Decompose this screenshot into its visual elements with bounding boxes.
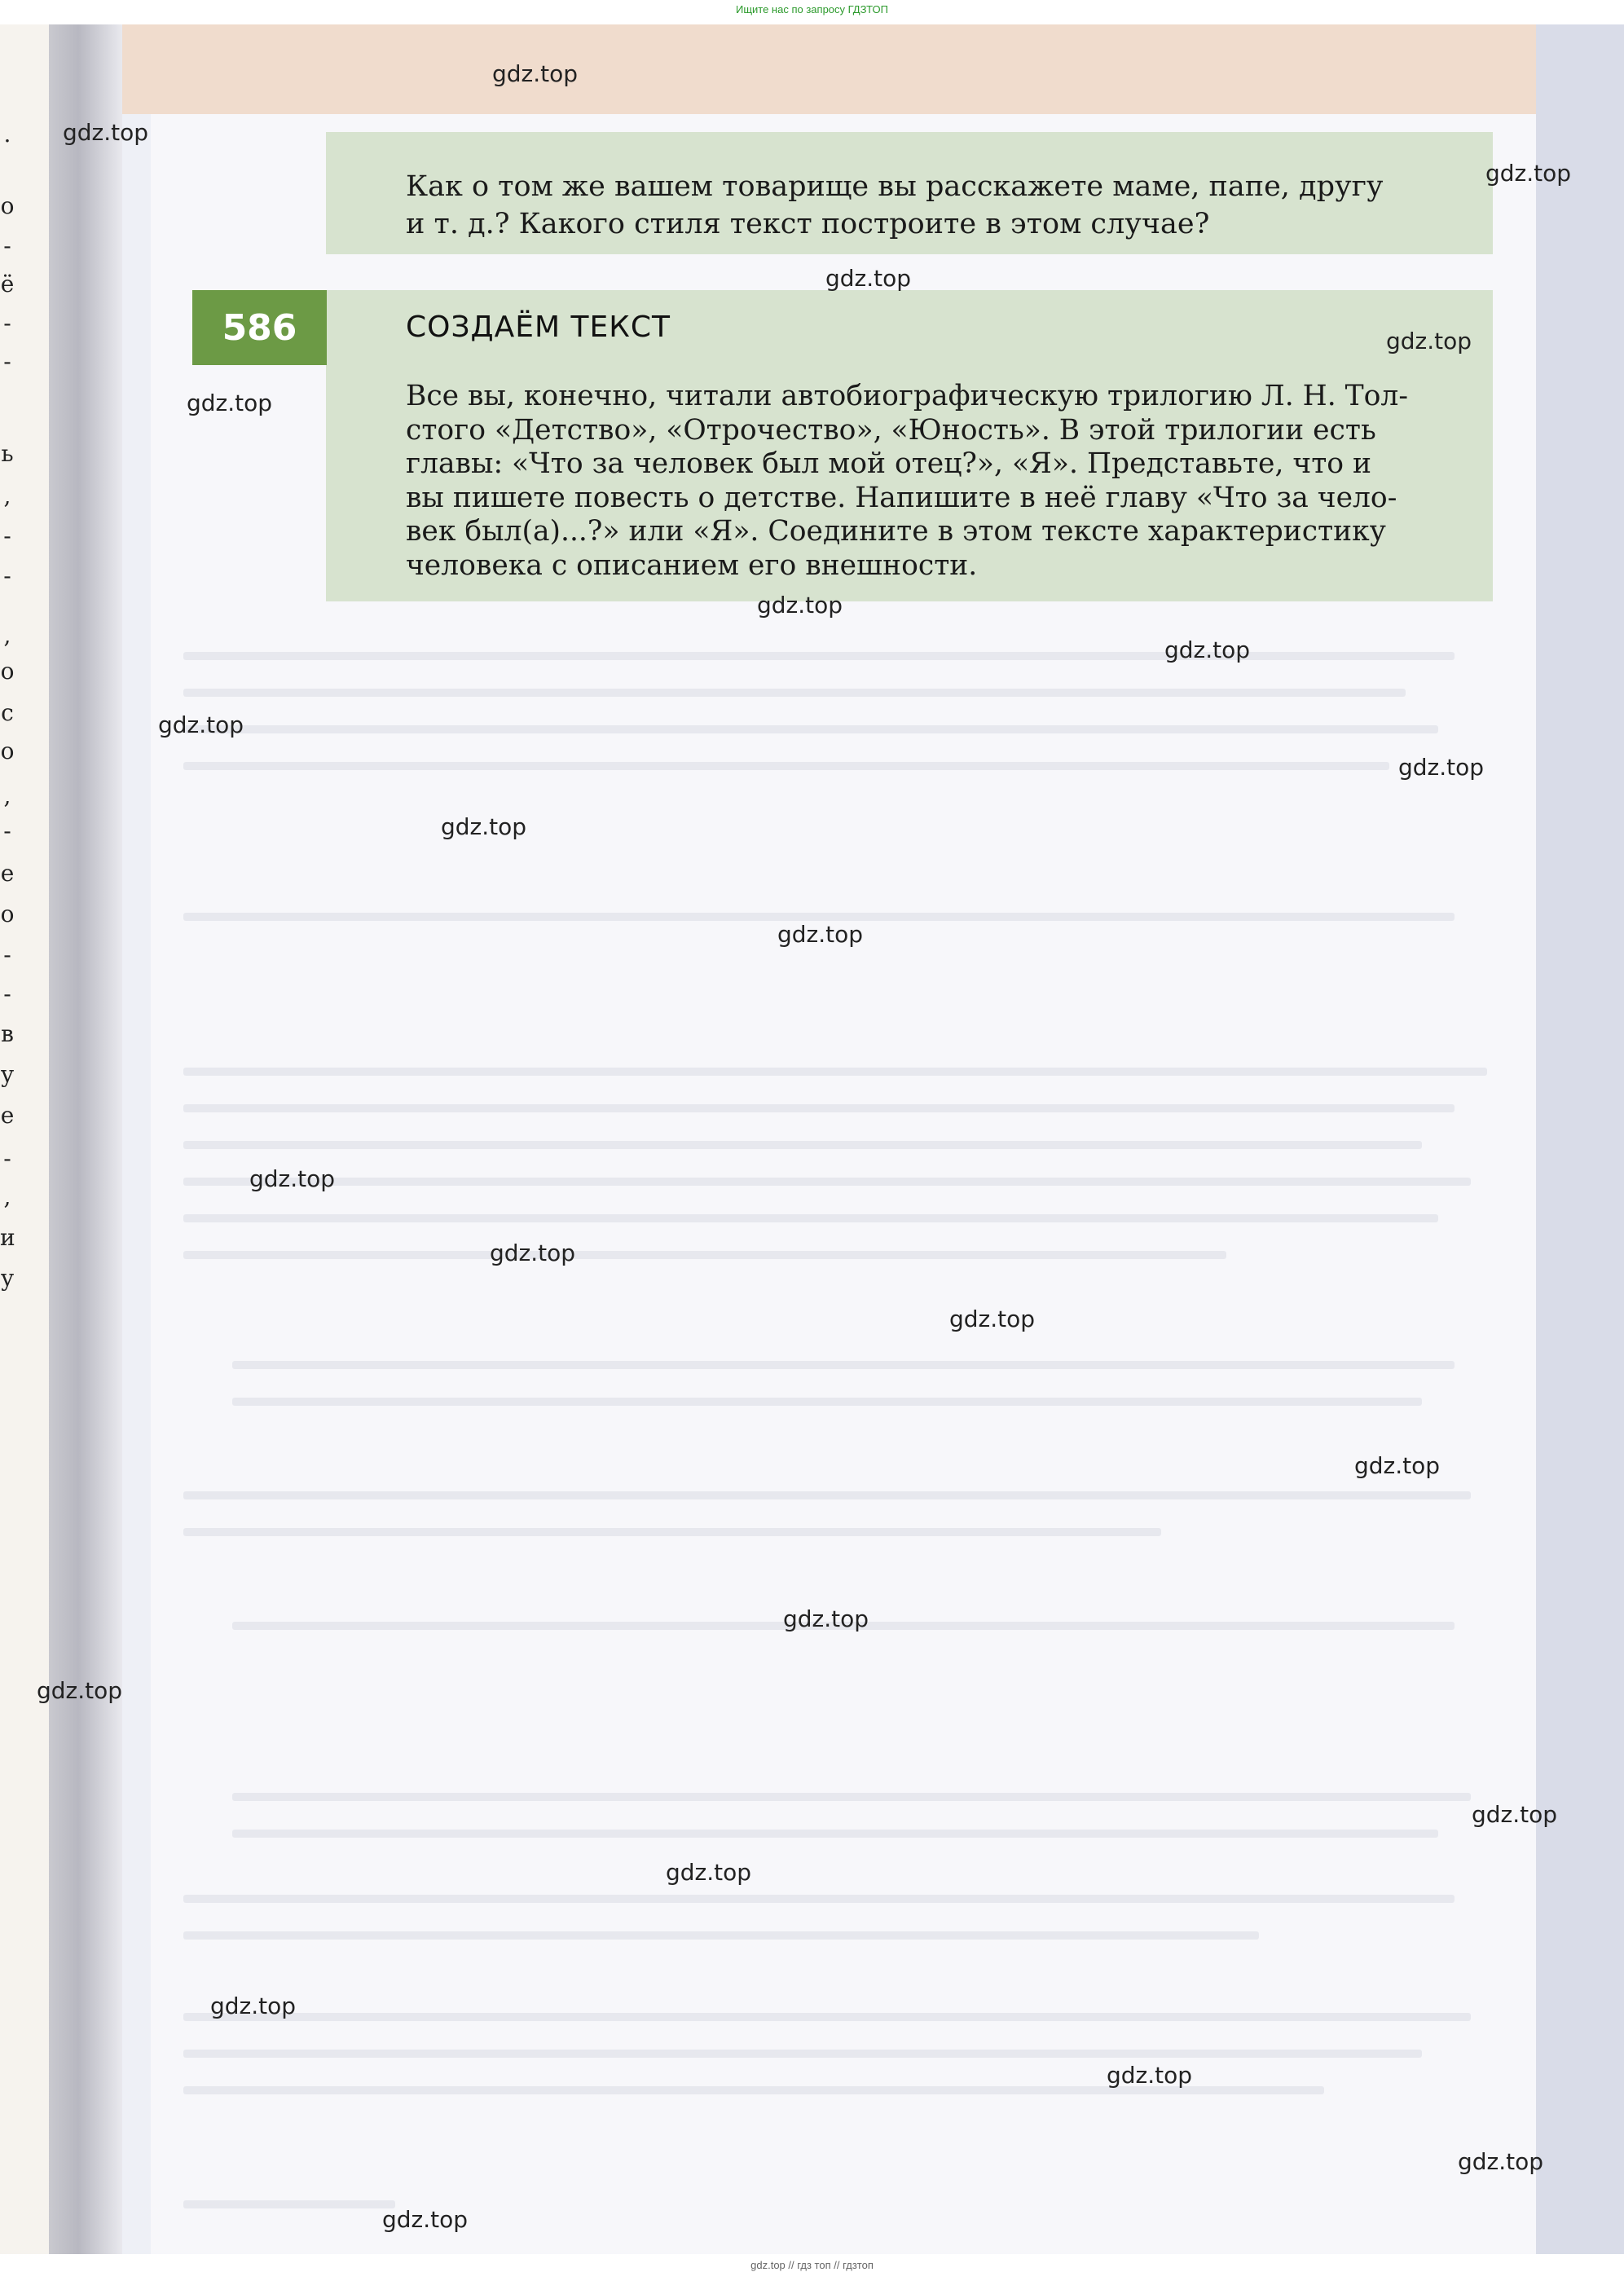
faded-text-line (232, 1830, 1438, 1838)
watermark: gdz.top (1164, 636, 1251, 663)
watermark: gdz.top (1107, 2062, 1193, 2089)
edge-character: - (3, 310, 11, 337)
watermark: gdz.top (382, 2206, 469, 2233)
faded-text-line (232, 1361, 1455, 1369)
edge-character: , (3, 622, 11, 649)
previous-task-text (406, 168, 1481, 243)
edge-character: , (3, 1183, 11, 1210)
faded-text-line (183, 913, 1455, 921)
edge-character: у (0, 1265, 15, 1292)
edge-character: о (0, 738, 15, 764)
faded-text-line (183, 1251, 1226, 1259)
edge-character: о (0, 901, 15, 927)
watermark: gdz.top (666, 1859, 752, 1886)
task-title: СОЗДАЁМ ТЕКСТ (406, 310, 671, 344)
edge-character: в (1, 1020, 14, 1047)
previous-task-line-2: и т. д.? Какого стиля текст построите в этом случае? (406, 208, 1210, 240)
watermark: gdz.top (37, 1677, 123, 1704)
faded-text-line (183, 1214, 1438, 1222)
watermark: gdz.top (825, 265, 912, 292)
edge-character: о (0, 658, 15, 685)
faded-text-line (183, 1141, 1422, 1149)
task-line: век был(а)...?» или «Я». Соедините в этом тексте характеристику (406, 515, 1386, 548)
edge-character: у (0, 1061, 15, 1088)
edge-character: ё (0, 271, 15, 297)
edge-character: - (3, 232, 11, 259)
watermark: gdz.top (187, 390, 273, 416)
watermark: gdz.top (249, 1165, 336, 1192)
task-line: Все вы, конечно, читали автобиографическую трилогию Л. Н. Тол- (406, 380, 1409, 412)
faded-text-line (232, 1793, 1471, 1801)
watermark: gdz.top (210, 1993, 297, 2019)
top-banner: Ищите нас по запросу ГДЗТОП (735, 3, 888, 15)
task-line: стого «Детство», «Отрочество», «Юность». В этой трилогии есть (406, 413, 1376, 447)
right-page-band (1536, 24, 1624, 2254)
task-line: главы: «Что за человек был мой отец?», «Я». Представьте, что и (406, 447, 1372, 480)
top-page-band (122, 24, 1536, 114)
faded-text-line (183, 762, 1389, 770)
watermark: gdz.top (1472, 1801, 1558, 1828)
book-fold-shadow (49, 24, 122, 2254)
watermark: gdz.top (757, 592, 843, 619)
watermark: gdz.top (63, 119, 149, 146)
edge-character: е (0, 860, 15, 887)
faded-text-line (232, 1398, 1422, 1406)
watermark: gdz.top (158, 711, 244, 738)
task-number-badge: 586 (192, 290, 327, 365)
watermark: gdz.top (1398, 754, 1485, 781)
edge-character: , (3, 482, 11, 509)
edge-character: ь (1, 440, 14, 467)
bottom-banner: gdz.top // гдз топ // гдзтоп (750, 2259, 874, 2271)
faded-text-line (183, 689, 1406, 697)
faded-text-line (183, 1068, 1487, 1076)
faded-text-line (183, 652, 1455, 660)
watermark: gdz.top (777, 921, 864, 948)
edge-character: е (0, 1102, 15, 1129)
faded-text-line (183, 2050, 1422, 2058)
previous-task-line-1: Как о том же вашем товарище вы расскажете маме, папе, другу (406, 170, 1384, 203)
edge-character: - (3, 1145, 11, 1172)
edge-character: - (3, 522, 11, 549)
watermark: gdz.top (492, 60, 579, 87)
edge-character: о (0, 192, 15, 219)
task-line: вы пишете повесть о детстве. Напишите в неё главу «Что за чело- (406, 481, 1397, 514)
edge-character: и (0, 1224, 15, 1251)
watermark: gdz.top (1458, 2148, 1544, 2175)
watermark: gdz.top (1485, 160, 1572, 187)
task-body-text (406, 380, 1481, 583)
faded-text-line (183, 1528, 1161, 1536)
task-line: человека с описанием его внешности. (406, 548, 978, 582)
watermark: gdz.top (949, 1306, 1036, 1332)
edge-character: - (3, 348, 11, 375)
faded-text-line (183, 2200, 395, 2208)
task-header-bar (192, 290, 1493, 365)
watermark: gdz.top (1386, 328, 1472, 354)
edge-character: , (3, 782, 11, 809)
edge-character: - (3, 562, 11, 589)
faded-text-line (183, 1104, 1455, 1112)
watermark: gdz.top (490, 1240, 576, 1266)
faded-text-line (183, 2013, 1471, 2021)
faded-text-line (183, 1931, 1259, 1940)
edge-character: - (3, 817, 11, 844)
edge-character: . (3, 121, 11, 148)
faded-text-line (183, 1178, 1471, 1186)
edge-character: - (3, 980, 11, 1007)
edge-character: с (1, 699, 14, 726)
faded-text-line (183, 1491, 1471, 1499)
faded-text-line (183, 725, 1438, 733)
faded-text-line (183, 1895, 1455, 1903)
watermark: gdz.top (1354, 1452, 1441, 1479)
watermark: gdz.top (441, 813, 527, 840)
watermark: gdz.top (783, 1605, 869, 1632)
edge-character: - (3, 941, 11, 968)
